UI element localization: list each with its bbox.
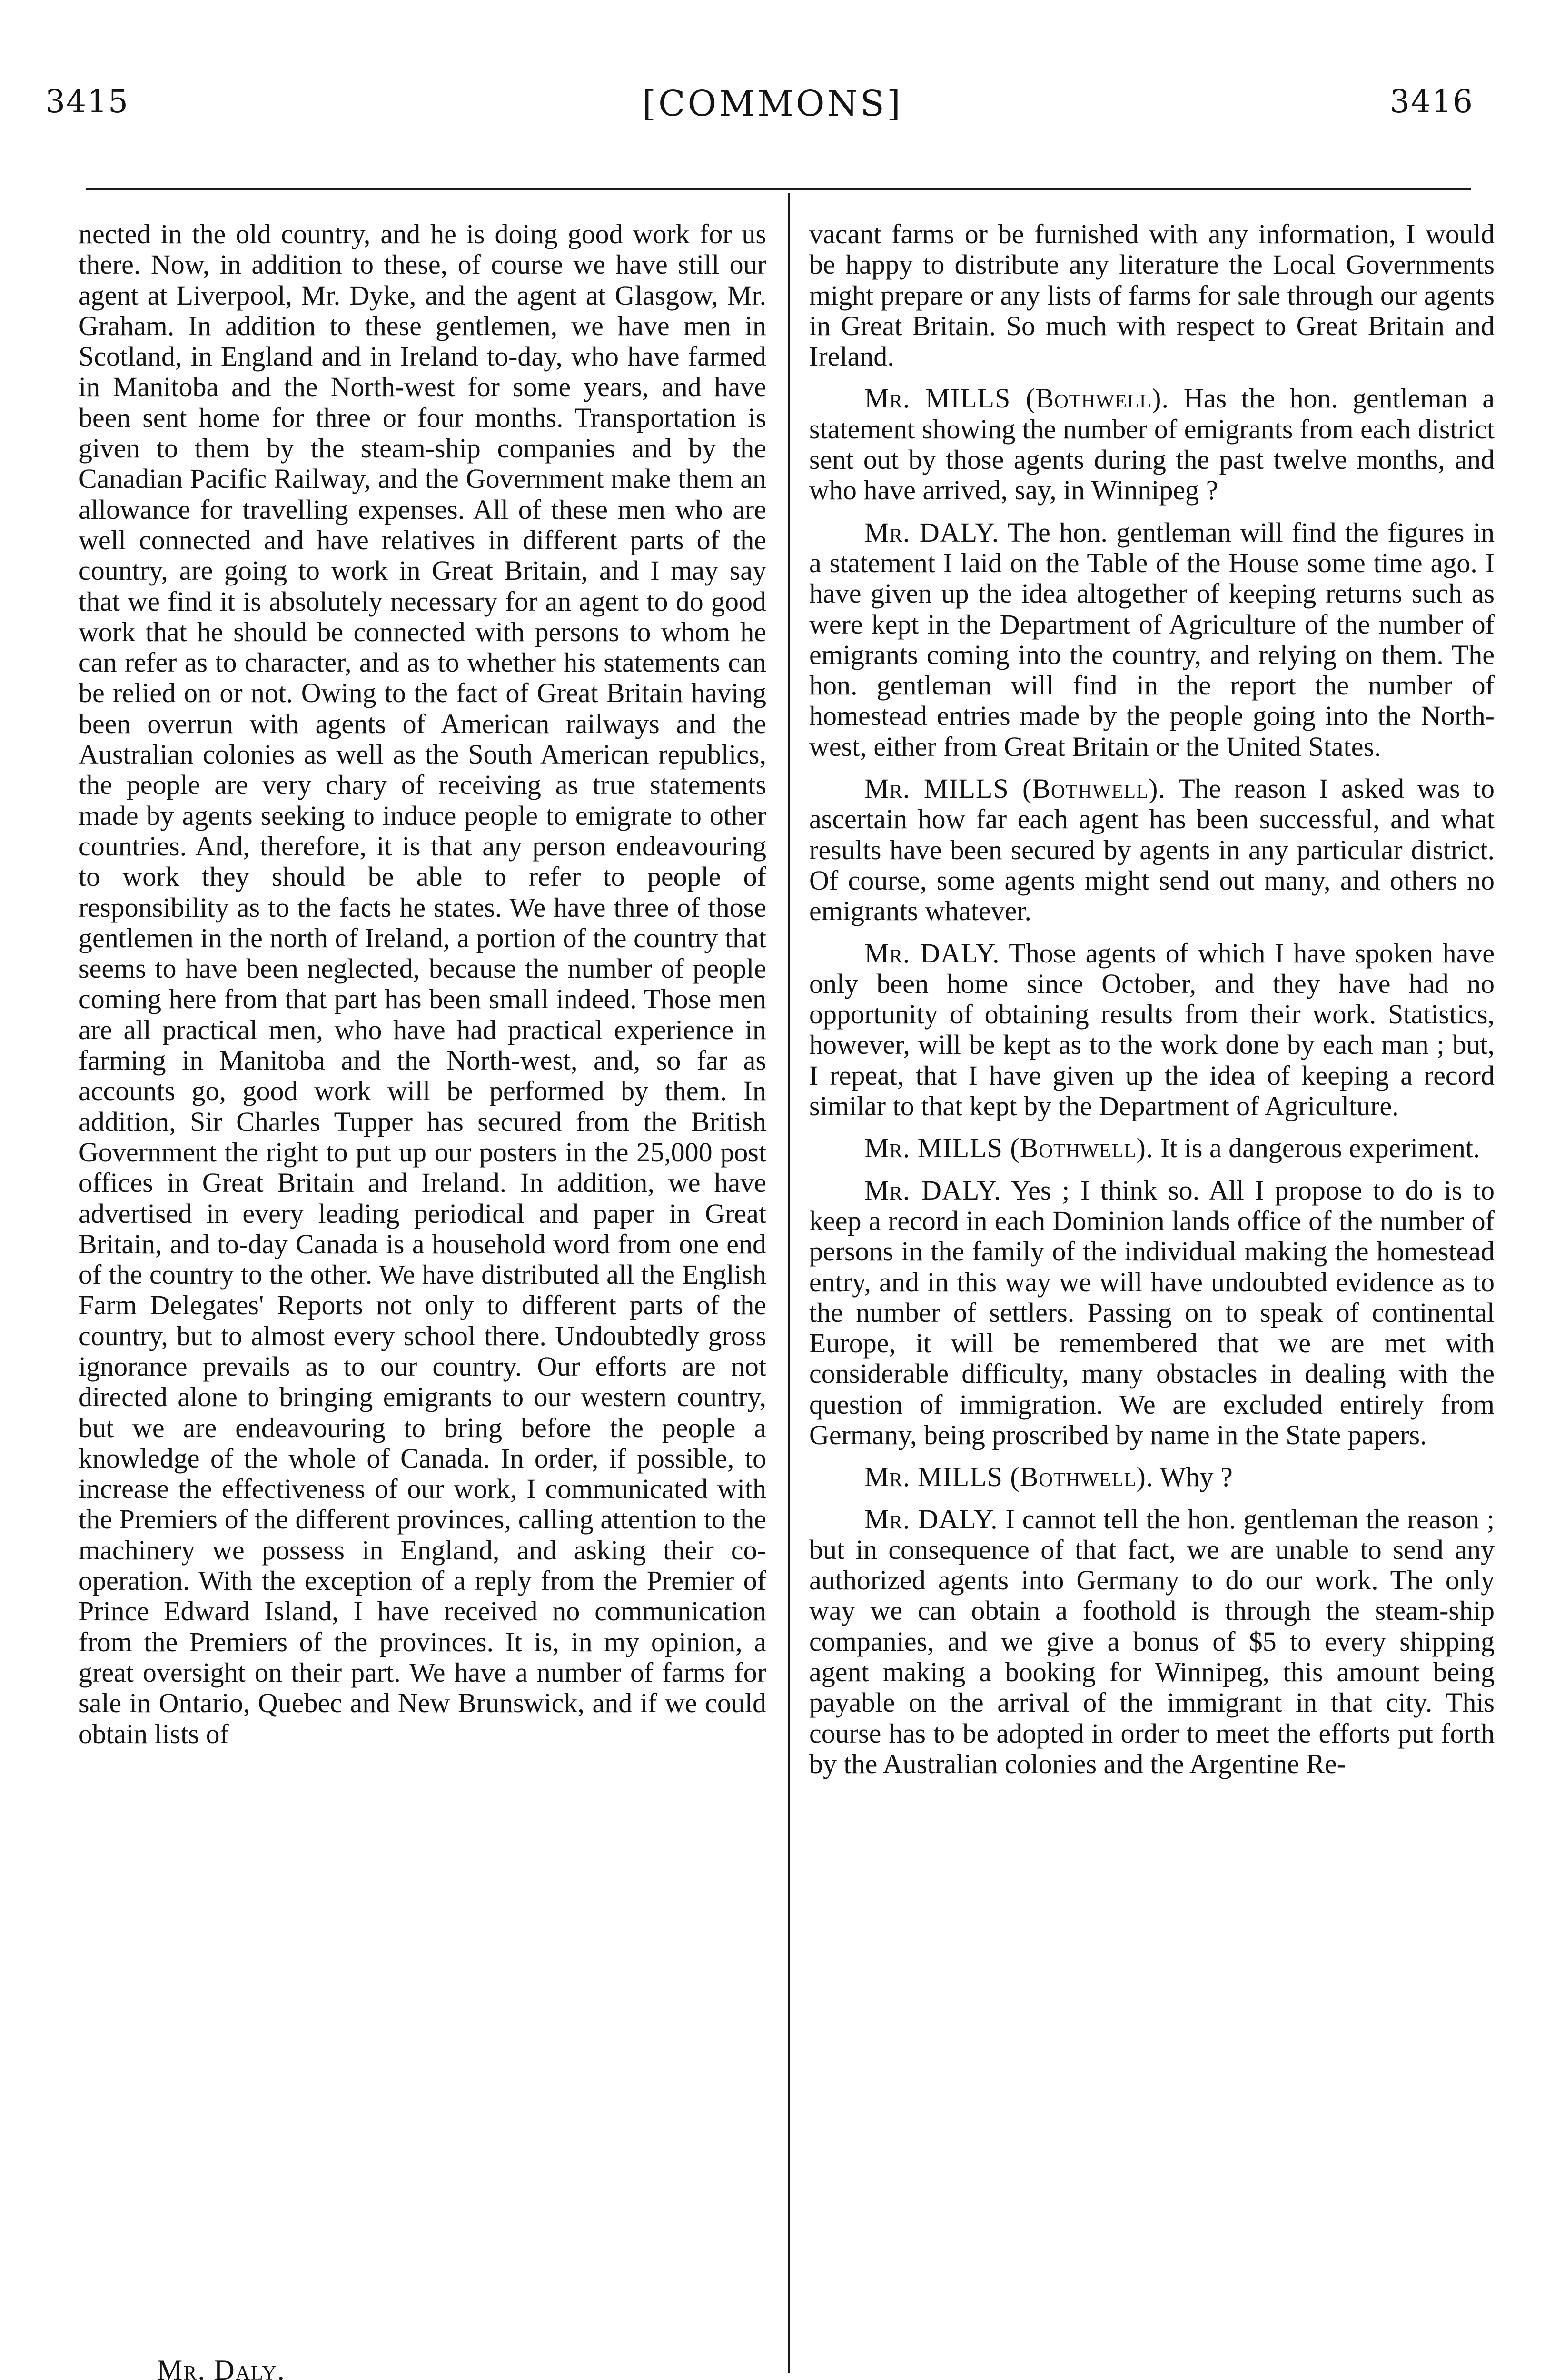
- page-number-left: 3415: [45, 83, 129, 120]
- left-column: [79, 219, 766, 1749]
- speech-text: The reason I asked was to ascertain how far each agent has been successful, and what results have been secured by agents in any particular district. Of course, some agents might send out many, and others no emigrants whatever.: [809, 773, 1495, 927]
- speech: [809, 1462, 1495, 1492]
- speaker-name: Mr. DALY.: [864, 516, 1000, 548]
- speaker-name: Mr. DALY.: [864, 1174, 1001, 1206]
- speaker-name: Mr. MILLS (Bothwell).: [864, 1132, 1154, 1164]
- speech: [809, 1504, 1495, 1780]
- page-number-right: 3416: [1390, 83, 1474, 120]
- column-divider: [788, 193, 790, 2373]
- speaker-name: Mr. DALY.: [864, 937, 1000, 969]
- speaker-name: Mr. MILLS (Bothwell).: [864, 1461, 1154, 1493]
- header-rule: [86, 188, 1471, 190]
- speaker-name: Mr. MILLS (Bothwell).: [864, 773, 1166, 804]
- speech: [809, 774, 1495, 926]
- speech: [809, 938, 1495, 1122]
- speech: [809, 517, 1495, 762]
- speech-text: Why ?: [1159, 1461, 1233, 1493]
- speech: [809, 383, 1495, 506]
- speech-text: Yes ; I think so. All I propose to do is to keep a record in each Dominion lands office of the number of persons in the family of the individual making the homestead entry, and in this way we will have undoubted evidence as to the number of settlers. Passing on to speak of continental Europe, it will be remembered that we are met with considerable difficulty, many obstacles in dealing with the question of immigration. We are excluded entirely from Germany, being proscribed by name in the State papers.: [809, 1174, 1495, 1450]
- speech-text: The hon. gentleman will find the figures in a statement I laid on the Table of the House some time ago. I have given up the idea altogether of keeping returns such as were kept in the Department of Agriculture of the number of emigrants coming into the country, and relying on them. The hon. gentleman will find in the report the number of homestead entries made by the people going into the North-west, either from Great Britain or the United States.: [809, 516, 1495, 762]
- right-column: [809, 219, 1495, 1791]
- speech-text: I cannot tell the hon. gentleman the reason ; but in consequence of that fact, we are unable to send any authorized agents into Germany to do our work. The only way we can obtain a foothold is through the steam-ship companies, and we give a bonus of $5 to every shipping agent making a booking for Winnipeg, this amount being payable on the arrival of the immigrant in that city. This course has to be adopted in order to meet the efforts put forth by the Australian colonies and the Argentine Re-: [809, 1503, 1495, 1779]
- left-column-paragraph: nected in the old country, and he is doing good work for us there. Now, in addition to these, of course we have still our agent at Liverpool, Mr. Dyke, and the agent at Glasgow, Mr. Graham. In addition to these gentlemen, we have men in Scotland, in England and in Ireland to-day, who have farmed in Manitoba and the North-west for some years, and have been sent home for three or four months. Transportation is given to them by the steam-ship companies and by the Canadian Pacific Railway, and the Government make them an allowance for travelling expenses. All of these men who are well connected and have relatives in different parts of the country, are going to work in Great Britain, and I may say that we find it is absolutely necessary for an agent to do good work that he should be connected with persons to whom he can refer as to character, and as to whether his statements can be relied on or not. Owing to the fact of Great Britain having been overrun with agents of American railways and the Australian colonies as well as the South American republics, the people are very chary of receiving as true statements made by agents seeking to induce people to emigrate to other countries. And, therefore, it is that any person endeavouring to work they should be able to refer to people of responsibility as to the facts he states. We have three of those gentlemen in the north of Ireland, a portion of the country that seems to have been neglected, because the number of people coming here from that part has been small indeed. Those men are all practical men, who have had practical experience in farming in Manitoba and the North-west, and, so far as accounts go, good work will be performed by them. In addition, Sir Charles Tupper has secured from the British Government the right to put up our posters in the 25,000 post offices in Great Britain and Ireland. In addition, we have advertised in every leading periodical and paper in Great Britain, and to-day Canada is a household word from one end of the country to the other. We have distributed all the English Farm Delegates' Reports not only to different parts of the country, but to almost every school there. Undoubtedly gross ignorance prevails as to our country. Our efforts are not directed alone to bringing emigrants to our western country, but we are endeavouring to bring before the people a knowledge of the whole of Canada. In order, if possible, to increase the effectiveness of our work, I communicated with the Premiers of the different provinces, calling attention to the machinery we possess in England, and asking their co-operation. With the exception of a reply from the Premier of Prince Edward Island, I have received no communication from the Premiers of the provinces. It is, in my opinion, a great oversight on their part. We have a number of farms for sale in Ontario, Quebec and New Brunswick, and if we could obtain lists of: [79, 218, 766, 1749]
- page-header: [0, 83, 1545, 140]
- speaker-signature: Mr. Daly.: [157, 2354, 286, 2380]
- speaker-name: Mr. DALY.: [864, 1503, 998, 1535]
- speaker-name: Mr. MILLS (Bothwell).: [864, 383, 1169, 414]
- speech-text: Has the hon. gentleman a statement showing the number of emigrants from each district sent out by those agents during the past twelve months, and who have arrived, say, in Winnipeg ?: [809, 383, 1495, 506]
- right-column-continuation: vacant farms or be furnished with any information, I would be happy to distribute any literature the Local Governments might prepare or any lists of farms for sale through our agents in Great Britain. So much with respect to Great Britain and Ireland.: [809, 218, 1495, 372]
- speech-text: Those agents of which I have spoken have only been home since October, and they have had no opportunity of obtaining results from their work. Statistics, however, will be kept as to the work done by each man ; but, I repeat, that I have given up the idea of keeping a record similar to that kept by the Department of Agriculture.: [809, 937, 1495, 1122]
- speech: [809, 1175, 1495, 1451]
- speech-text: It is a dangerous experiment.: [1160, 1132, 1480, 1164]
- speech: [809, 1133, 1495, 1163]
- running-head: [COMMONS]: [642, 83, 903, 124]
